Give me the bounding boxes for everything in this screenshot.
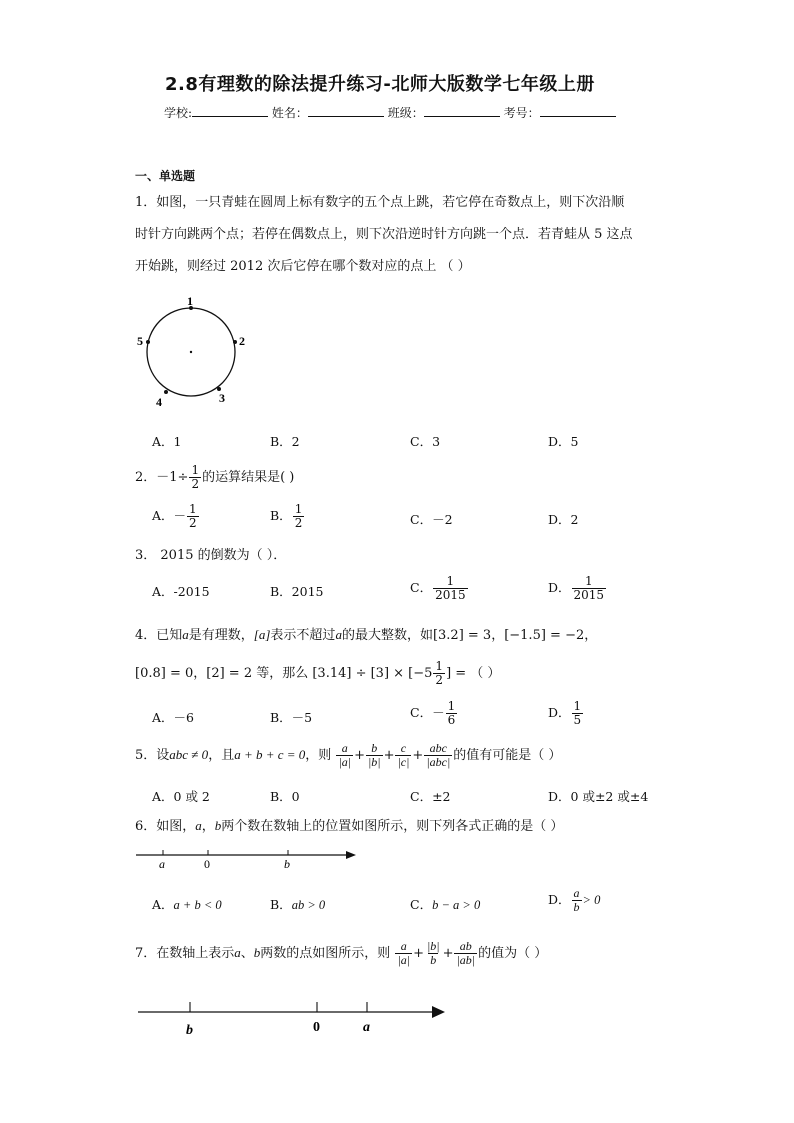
label-2: 2 bbox=[239, 334, 245, 348]
q7-label-a: a bbox=[363, 1020, 370, 1035]
school-blank[interactable] bbox=[192, 104, 268, 117]
q5-option-c[interactable]: C．±2 bbox=[410, 789, 451, 804]
q1-line3: 开始跳，则经过 2012 次后它停在哪个数对应的点上 （ ） bbox=[135, 259, 471, 274]
q4-option-c[interactable]: C．－ $\frac{1}{6}$ bbox=[410, 699, 456, 727]
school-label: 学校: bbox=[164, 106, 193, 120]
q6-label-a: a bbox=[159, 857, 165, 871]
q6-axis-arrow bbox=[346, 851, 356, 859]
q6-label-b: b bbox=[284, 857, 290, 871]
q4-line1: 4．已知a是有理数，[a]表示不超过a的最大整数，如[3.2] = 3，[−1.5] = −2， bbox=[135, 627, 598, 643]
q2-option-c[interactable]: C．－2 bbox=[410, 512, 453, 527]
circle-center-dot bbox=[190, 351, 192, 353]
q5-option-b[interactable]: B．0 bbox=[270, 789, 300, 804]
label-3: 3 bbox=[219, 391, 225, 405]
q1-option-a[interactable]: A．1 bbox=[152, 434, 182, 449]
label-1: 1 bbox=[187, 294, 193, 308]
q4-option-d[interactable]: D． $\frac{1}{5}$ bbox=[548, 699, 582, 727]
q7-stem: 7．在数轴上表示a、b两数的点如图所示，则 $\frac{a}{|a|}$ + $\frac{|b|}{b}$ + $\frac{ab}{|ab|}$ 的值为（ ） bbox=[135, 939, 548, 967]
q2-option-a[interactable]: A．－ $\frac{1}{2}$ bbox=[152, 502, 197, 530]
q4-option-a[interactable]: A．－6 bbox=[152, 710, 194, 725]
q3-option-b[interactable]: B．2015 bbox=[270, 584, 324, 599]
label-4: 4 bbox=[156, 395, 162, 409]
q7-number-line bbox=[134, 996, 454, 1040]
q1-option-c[interactable]: C．3 bbox=[410, 434, 441, 449]
class-blank[interactable] bbox=[424, 104, 500, 117]
q1-line1: 1．如图，一只青蛙在圆周上标有数字的五个点上跳，若它停在奇数点上，则下次沿顺 bbox=[135, 195, 625, 210]
q6-number-line bbox=[134, 844, 364, 874]
q4-fraction: $\frac{1}{2}$ bbox=[435, 659, 444, 687]
exam-number-label: 考号： bbox=[503, 106, 540, 120]
q6-option-b[interactable]: B．ab > 0 bbox=[270, 897, 326, 912]
label-5: 5 bbox=[137, 334, 143, 348]
q6-option-d[interactable]: D． $\frac{a}{b}$ > 0 bbox=[548, 886, 601, 914]
q2-fraction: $\frac{1}{2}$ bbox=[191, 463, 200, 491]
name-blank[interactable] bbox=[308, 104, 384, 117]
q1-option-b[interactable]: B．2 bbox=[270, 434, 300, 449]
q3-option-d[interactable]: D． $\frac{1}{2015}$ bbox=[548, 574, 605, 602]
q3-stem: 3． 2015 的倒数为（ ）． bbox=[135, 548, 287, 563]
q5-option-a[interactable]: A．0 或 2 bbox=[152, 789, 210, 804]
q6-label-0: 0 bbox=[204, 857, 210, 871]
exam-number-blank[interactable] bbox=[540, 104, 616, 117]
q3-option-a[interactable]: A．-2015 bbox=[152, 584, 210, 599]
point-2 bbox=[233, 340, 237, 344]
q7-axis-arrow bbox=[432, 1006, 445, 1018]
page-title: 2.8有理数的除法提升练习-北师大版数学七年级上册 bbox=[165, 74, 595, 95]
q6-option-a[interactable]: A．a + b < 0 bbox=[152, 897, 222, 912]
student-info-row bbox=[164, 104, 616, 121]
q6-stem: 6．如图，a，b两个数在数轴上的位置如图所示，则下列各式正确的是（ ） bbox=[135, 818, 564, 834]
point-4 bbox=[164, 390, 168, 394]
q2-option-b[interactable]: B． $\frac{1}{2}$ bbox=[270, 502, 303, 530]
q4-option-b[interactable]: B．－5 bbox=[270, 710, 313, 725]
q2-option-d[interactable]: D．2 bbox=[548, 512, 579, 527]
q6-option-c[interactable]: C．b − a > 0 bbox=[410, 897, 481, 912]
q3-option-c[interactable]: C． $\frac{1}{2015}$ bbox=[410, 574, 466, 602]
q7-label-0: 0 bbox=[313, 1020, 320, 1035]
point-5 bbox=[146, 340, 150, 344]
q1-circle-figure bbox=[128, 290, 258, 410]
name-label: 姓名： bbox=[271, 106, 308, 120]
q7-label-b: b bbox=[186, 1023, 193, 1038]
q5-option-d[interactable]: D．0 或±2 或±4 bbox=[548, 789, 649, 804]
q4-line2: [0.8] = 0，[2] = 2 等，那么 [3.14] ÷ [3] × [−5 $\frac{1}{2}$ ] = （ ） bbox=[135, 659, 501, 687]
class-label: 班级： bbox=[387, 106, 424, 120]
section-heading: 一、单选题 bbox=[135, 169, 196, 183]
q2-stem: 2．－1÷ $\frac{1}{2}$ 的运算结果是( ) bbox=[135, 463, 295, 491]
q5-stem: 5．设abc ≠ 0，且a + b + c = 0，则 $\frac{a}{|a|}$ + $\frac{b}{|b|}$ + $\frac{c}{|c|}$ + $\frac{\text{abc}}{\text{|abc|}}$ 的值有可能是（ ） bbox=[135, 741, 562, 769]
q1-line2: 时针方向跳两个点；若停在偶数点上，则下次沿逆时针方向跳一个点．若青蛙从 5 这点 bbox=[135, 227, 633, 242]
q1-option-d[interactable]: D．5 bbox=[548, 434, 579, 449]
